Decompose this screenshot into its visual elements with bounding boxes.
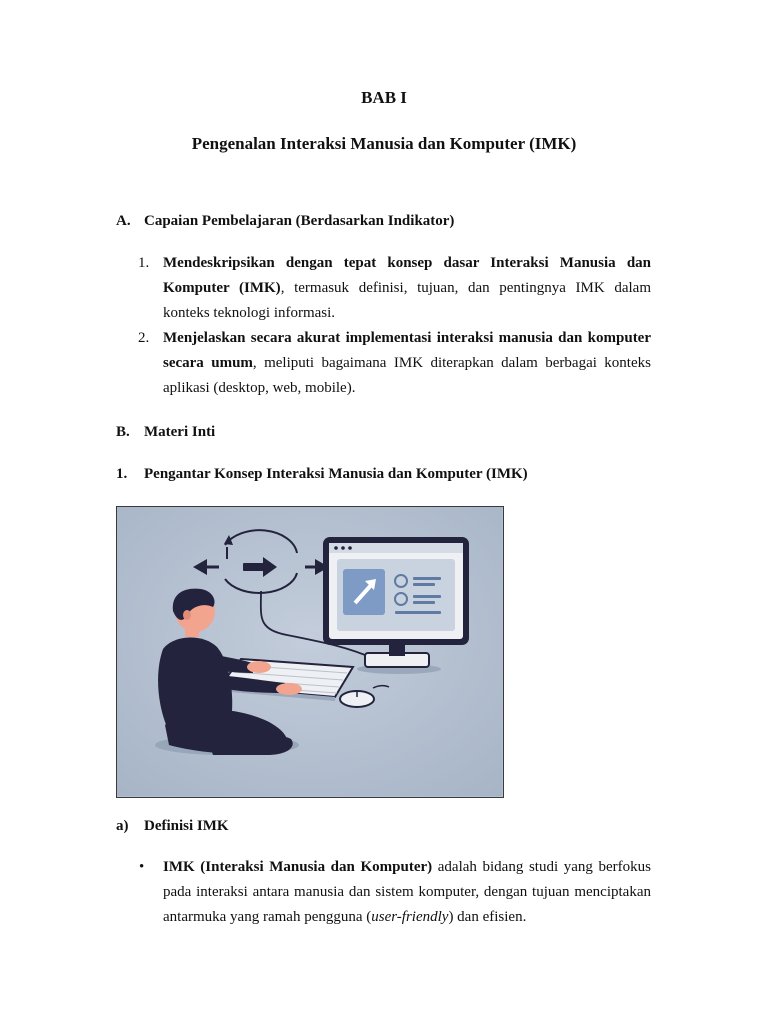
definition-text: adalah bidang studi yang berfokus pada interaksi antara manusia dan sistem komputer, dengan tujuan menciptakan antarmuka yang ramah pengguna ( — [163, 859, 651, 925]
definition-list-item — [139, 855, 651, 930]
section-b-title: Materi Inti — [144, 424, 216, 440]
section-b-heading — [116, 422, 215, 442]
subsection-1-heading — [116, 464, 528, 484]
objective-text: , meliputi bagaimana IMK diterapkan dalam berbagai konteks aplikasi (desktop, web, mobile). — [163, 355, 651, 396]
bullet-icon: • — [139, 859, 145, 875]
document-title: Pengenalan Interaksi Manusia dan Komputer (IMK) — [191, 134, 577, 153]
objective-number: 2. — [138, 330, 150, 346]
objective-item-2 — [138, 326, 651, 401]
definition-italic-term: user-friendly — [371, 909, 449, 925]
subsection-1-title: Pengantar Konsep Interaksi Manusia dan Komputer (IMK) — [144, 466, 528, 482]
section-b-marker: B. — [116, 424, 130, 440]
subsection-1-marker: 1. — [116, 466, 128, 482]
section-a-heading — [116, 211, 454, 231]
subsection-a-marker: a) — [116, 818, 129, 834]
definition-term: IMK (Interaksi Manusia dan Komputer) — [163, 859, 433, 875]
objective-bold-text: Mendeskripsikan dengan tepat konsep dasar Interaksi Manusia dan Komputer (IMK) — [163, 255, 651, 296]
section-a-marker: A. — [116, 213, 131, 229]
section-a-title: Capaian Pembelajaran (Berdasarkan Indikator) — [144, 213, 455, 229]
subsection-a-heading — [116, 816, 229, 836]
person-using-computer-illustration — [116, 506, 504, 798]
chapter-label: BAB I — [361, 88, 407, 107]
definition-text-end: ) dan efisien. — [448, 909, 527, 925]
objective-number: 1. — [138, 255, 150, 271]
subsection-a-title: Definisi IMK — [144, 818, 229, 834]
objective-text: , termasuk definisi, tujuan, dan pentingnya IMK dalam konteks teknologi informasi. — [163, 280, 651, 321]
objective-item-1 — [138, 251, 651, 326]
objective-bold-text: Menjelaskan secara akurat implementasi interaksi manusia dan komputer secara umum — [163, 330, 651, 371]
